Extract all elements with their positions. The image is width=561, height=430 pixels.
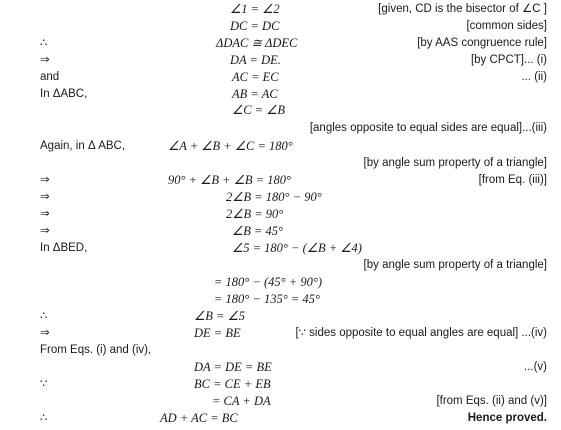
statement: ∠1 = ∠2 xyxy=(230,2,280,16)
reason: [by angle sum property of a triangle] xyxy=(363,157,547,169)
statement: 90° + ∠B + ∠B = 180° xyxy=(168,173,291,187)
implies-symbol: ⇒ xyxy=(40,225,50,237)
statement: ∠A + ∠B + ∠C = 180° xyxy=(168,139,293,153)
reason: [by angle sum property of a triangle] xyxy=(363,259,547,271)
statement: AB = AC xyxy=(232,87,278,101)
therefore-symbol: ∴ xyxy=(40,37,48,49)
reason: [angles opposite to equal sides are equal]...(iii) xyxy=(309,122,547,134)
implies-symbol: ⇒ xyxy=(40,54,50,66)
statement: ∠C = ∠B xyxy=(232,103,286,117)
statement: = CA + DA xyxy=(212,394,271,408)
therefore-symbol: ∴ xyxy=(40,412,48,424)
statement: DA = DE = BE xyxy=(194,360,272,374)
context-text: In ΔABC, xyxy=(40,88,88,100)
statement: BC = CE + EB xyxy=(194,377,271,391)
equation-number: ... (ii) xyxy=(521,71,547,83)
implies-symbol: ⇒ xyxy=(40,191,50,203)
reason: [by CPCT]... (i) xyxy=(470,54,547,66)
context-text: In ΔBED, xyxy=(40,242,88,254)
statement: 2∠B = 90° xyxy=(226,207,284,221)
statement: ∠B = 45° xyxy=(232,224,284,238)
context-text: Again, in Δ ABC, xyxy=(40,140,126,152)
statement: ΔDAC ≅ ΔDEC xyxy=(216,36,298,50)
statement: = 180° − 135° = 45° xyxy=(214,292,320,306)
reason: [from Eqs. (ii) and (v)] xyxy=(436,395,547,407)
equation-number: ...(v) xyxy=(524,361,547,373)
statement: DE = BE xyxy=(194,326,241,340)
context-text: From Eqs. (i) and (iv), xyxy=(40,344,152,356)
reason: [from Eq. (iii)] xyxy=(478,174,547,186)
connector-text: and xyxy=(40,71,60,83)
statement: 2∠B = 180° − 90° xyxy=(226,190,322,204)
implies-symbol: ⇒ xyxy=(40,174,50,186)
implies-symbol: ⇒ xyxy=(40,327,50,339)
statement: AC = EC xyxy=(232,70,279,84)
statement: = 180° − (45° + 90°) xyxy=(214,275,323,289)
reason: [by AAS congruence rule] xyxy=(417,37,547,49)
reason: [given, CD is the bisector of ∠C ] xyxy=(378,3,547,15)
reason: [∵ sides opposite to equal angles are equal] ...(iv) xyxy=(295,327,547,339)
reason: [common sides] xyxy=(466,20,547,32)
implies-symbol: ⇒ xyxy=(40,208,50,220)
statement: ∠5 = 180° − (∠B + ∠4) xyxy=(232,241,362,255)
statement: DA = DE. xyxy=(230,53,281,67)
therefore-symbol: ∴ xyxy=(40,310,48,322)
conclusion-text: Hence proved. xyxy=(467,412,547,424)
because-symbol: ∵ xyxy=(40,378,48,390)
statement: AD + AC = BC xyxy=(160,411,238,425)
statement: ∠B = ∠5 xyxy=(194,309,245,323)
statement: DC = DC xyxy=(230,19,280,33)
